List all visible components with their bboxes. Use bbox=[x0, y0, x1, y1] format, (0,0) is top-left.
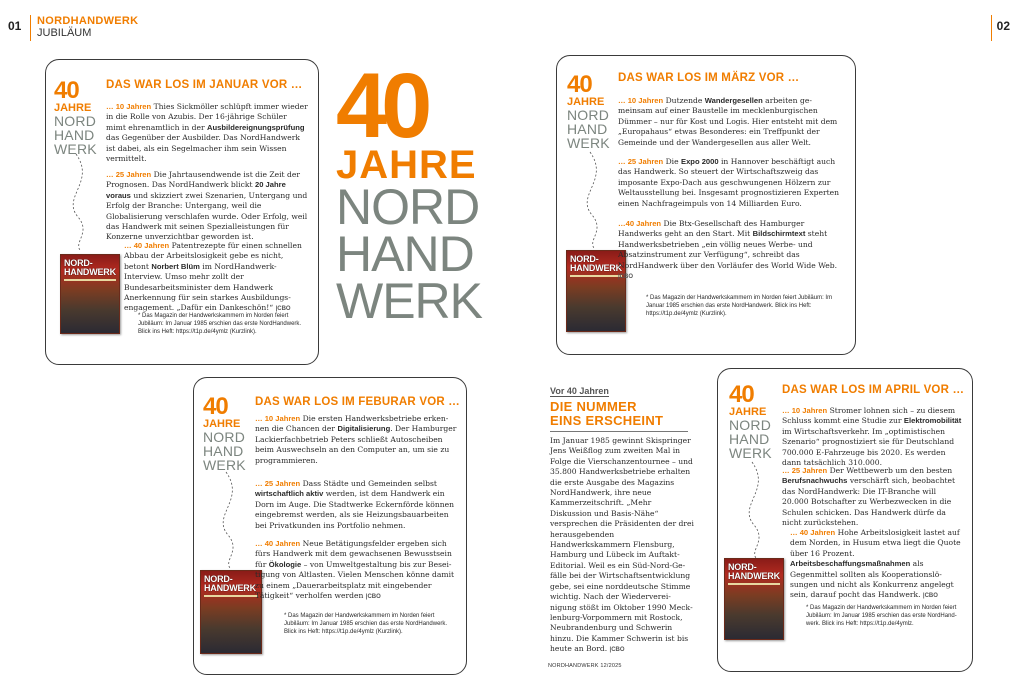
february-paragraph-3: … 40 Jahren Neue Betätigungsfelder ergeben sich fürs Handwerk mit dem gewachsenen Bewusstsein für Ökologie – von Umweltgestaltung bis zur Beseitigung von Altlasten. Vielen Menschen könne damit zu einem „Dauerarbeitsplatz mit eingebender Tätigkeit“ verholfen werden |CBO bbox=[255, 539, 455, 601]
page-footer: NORDHANDWERK 12/2025 bbox=[548, 663, 622, 669]
article-title: DIE NUMMER EINS ERSCHEINT bbox=[550, 399, 664, 428]
header-title: NORDHANDWERK bbox=[37, 15, 139, 27]
article-kicker: Vor 40 Jahren bbox=[550, 386, 609, 396]
jubilee-logo: 40 JAHRE NORD HAND WERK bbox=[203, 393, 246, 473]
jubilee-logo: 40 JAHRE NORD HAND WERK bbox=[54, 77, 97, 157]
january-title: DAS WAR LOS IM JANUAR VOR … bbox=[106, 79, 303, 91]
january-paragraph-2: … 25 Jahren Die Jahrtausendwende ist die Zeit der Prognosen. Das NordHandwerk blickt 20 Jahre voraus und skizziert zwei Szenarien, Untergang und Erfolg der Branche: Untergang, weil die Globalisierung verschlafen wurde. Oder Erfolg, weil das Handwerk mit seinen Spezialleistungen für Konzerne unverzichtbar geworden ist. bbox=[106, 170, 308, 242]
magazine-cover-image: NORD- HANDWERK bbox=[200, 570, 262, 654]
jubilee-logo: 40 JAHRE NORD HAND WERK bbox=[567, 71, 610, 151]
april-paragraph-3: … 40 Jahren Hohe Arbeitslosigkeit lastet auf dem Norden, in Husum etwa liegt die Quote über 16 Prozent. Arbeitsbeschaffungsmaßnahmen als Gegenmittel sollten als Kooperationslösungen und nicht als Konkurrenz angelegt sein, darauf pocht das Handwerk. |CBO bbox=[790, 528, 961, 600]
march-paragraph-2: … 25 Jahren Die Expo 2000 in Hannover beschäftigt auch das Handwerk. So steuert der Wirtschaftszweig das imposante Expo-Dach aus geschwungenen Hölzern zur Weltausstellung bei. Insgesamt prognostizieren Experten einen Nachfrageimpuls von 14 Milliarden Euro. bbox=[618, 157, 840, 208]
section-header bbox=[37, 15, 138, 39]
march-paragraph-1: … 10 Jahren Dutzende Wandergesellen arbeiten gemeinsam auf einer Baustelle im mecklenburgischen Dümmer – nur für Kost und Logis. Hier entsteht mit dem „Europahaus“ etwas Besonderes: ein Treffpunkt der Gemeinde und der Wandergesellen aus aller Welt. bbox=[618, 96, 838, 147]
header-divider bbox=[30, 15, 31, 41]
march-footnote: * Das Magazin der Handwerkskammern im Norden feiert Jubiläum: Im Januar 1985 erschien das erste NordHandwerk. Blick ins Heft: https://t1p.de/4ymlz (Kurzlink). bbox=[646, 295, 833, 318]
page-number-left: 01 bbox=[8, 19, 22, 33]
magazine-cover-image: NORD- HANDWERK bbox=[60, 254, 120, 334]
jubilee-logo-large: 40 JAHRE NORD HAND WERK bbox=[336, 55, 482, 329]
header-subtitle: JUBILÄUM bbox=[37, 27, 92, 39]
page-number-right: 02 bbox=[996, 19, 1010, 33]
april-footnote: * Das Magazin der Handwerkskammern im Norden feiert Jubiläum: Im Januar 1985 erschien das erste NordHandwerk. Blick ins Heft: https://t1p.de/4ymlz. bbox=[806, 605, 957, 628]
decorative-swirl bbox=[56, 152, 106, 252]
march-paragraph-3: …40 Jahren Die Btx-Gesellschaft des Hamburger Handwerks geht an den Start. Mit Bildschirmtext steht Handwerksbetrieben „ein völlig neues Werbe- und Absatzinstrument zur Verfügung“, schreibt das NordHandwerk über den Vorläufer des World Wide Web. |CBO bbox=[618, 219, 838, 281]
january-paragraph-1: … 10 Jahren Thies Sickmöller schlüpft immer wieder in die Rolle von Azubis. Der 16-jährige Schüler mimt ehrenamtlich in der Ausbildereignungsprüfung das Gegenüber der Ausbilder. Das NordHandwerk ist dabei, als ein Segelmacher ihm sein Wissen vermittelt. bbox=[106, 102, 308, 164]
february-footnote: * Das Magazin der Handwerkskammern im Norden feiert Jubiläum: Im Januar 1985 erschien das erste NordHandwerk. Blick ins Heft: https://t1p.de/4ymlz (Kurzlink). bbox=[284, 613, 448, 636]
jubilee-logo: 40 JAHRE NORD HAND WERK bbox=[729, 381, 772, 461]
article-body: Im Januar 1985 gewinnt Skispringer Jens Weißflog zum zweiten Mal in Folge die Vierschanzentournee – und 35.800 Handwerksbetriebe erhalten die erste Ausgabe des Magazins NordHandwerk, ihre neue Kammerzeitschrift. „Mehr Diskussion und Basis-Nähe“ versprechen die Präsidenten der drei herausgebenden Handwerkskammern Flensburg, Hamburg und Lübeck im Auftakt-Editorial. Weil es ein Süd-Nord-Gefälle bei der Wirtschaftsentwicklung gebe, sei eine norddeutsche Stimme wichtig. Nach der Wiedervereinigung stößt im Oktober 1990 Mecklenburg-Vorpommern mit Rostock, Neubrandenburg und Schwerin hinzu. Die Kammer Schwerin ist bis heute an Bord. |CBO bbox=[550, 436, 694, 654]
january-paragraph-3: … 40 Jahren Patentrezepte für einen schnellen Abbau der Arbeitslosigkeit gebe es nicht, betont Norbert Blüm im NordHandwerk-Interview. Umso mehr zollt der Bundesarbeitsminister dem Handwerk Anerkennung für sein starkes Ausbildungsengagement. „Dafür ein Dankeschön!“ |CBO bbox=[124, 241, 302, 313]
header-divider-right bbox=[991, 15, 992, 41]
february-paragraph-2: … 25 Jahren Dass Städte und Gemeinden selbst wirtschaftlich aktiv werden, ist dem Handwerk ein Dorn im Auge. Die Stadtwerke Eckernförde können eingebremst werden, als sie Heizungsbauarbeiten bei Privatkunden ins Portfolio nehmen. bbox=[255, 479, 454, 530]
march-title: DAS WAR LOS IM MÄRZ VOR … bbox=[618, 72, 800, 84]
february-paragraph-1: … 10 Jahren Die ersten Handwerksbetriebe erkennen die Chancen der Digitalisierung. Der Hamburger Lackierfachbetrieb Peters schließt Autoscheiben beim Auswechseln an den Computer an, um sie zu programmieren. bbox=[255, 414, 457, 465]
decorative-swirl bbox=[732, 460, 782, 560]
magazine-cover-image: NORD- HANDWERK bbox=[724, 558, 784, 640]
april-paragraph-2: … 25 Jahren Der Wettbewerb um den besten Berufsnachwuchs verschärft sich, beobachtet das NordHandwerk: Die IT-Branche will 20.000 Botschafter zu Werbezwecken in die Schulen schicken. Das Handwerk dürfe da nicht zurückstehen. bbox=[782, 466, 956, 528]
article-divider bbox=[550, 431, 688, 432]
april-title: DAS WAR LOS IM APRIL VOR … bbox=[782, 384, 965, 396]
magazine-cover-image: NORD- HANDWERK bbox=[566, 250, 626, 332]
decorative-swirl bbox=[570, 150, 620, 250]
decorative-swirl bbox=[206, 470, 256, 570]
april-paragraph-1: … 10 Jahren Stromer lohnen sich – zu diesem Schluss kommt eine Studie zur Elektromobilität im Wirtschaftsverkehr. Im „optimistischen Szenario“ prognostiziert sie für Deutschland 700.000 E-Fahrzeuge bis 2020. Es werden dann tatsächlich 310.000. bbox=[782, 406, 962, 468]
january-footnote: * Das Magazin der Handwerkskammern im Norden feiert Jubiläum: Im Januar 1985 erschien das erste NordHandwerk. Blick ins Heft: https://t1p.de/4ymlz (Kurzlink). bbox=[138, 313, 302, 336]
february-title: DAS WAR LOS IM FEBURAR VOR … bbox=[255, 396, 460, 408]
